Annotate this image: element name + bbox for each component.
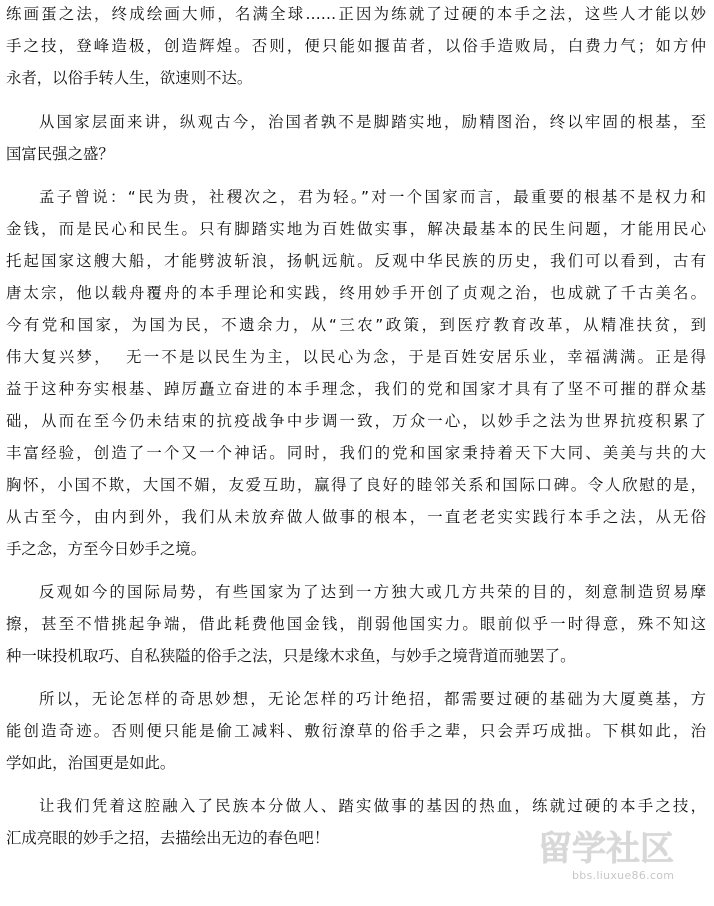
text-line: 金钱，而是民心和民生。只有脚踏实地为百姓做实事，解决最基本的民生问题，才能用民心 [6, 220, 706, 238]
site-watermark [534, 828, 704, 888]
watermark-logo-text: 留学社区 [538, 829, 674, 868]
text-line: 手之念，方至今日妙手之境。 [6, 540, 207, 558]
paragraph-first-line: 孟子曾说：“民为贵，社稷次之，君为轻。”对一个国家而言，最重要的根基不是权力和 [39, 188, 706, 206]
text-line: 伟大复兴梦， 无一不是以民生为主，以民心为念，于是百姓安居乐业，幸福满满。正是得 [6, 348, 706, 366]
text-line: 础，从而在至今仍未结束的抗疫战争中步调一致，万众一心，以妙手之法为世界抗疫积累了 [6, 412, 706, 430]
text-line: 益于这种夯实根基、踔厉矗立奋进的本手理念，我们的党和国家才具有了坚不可摧的群众基 [6, 380, 706, 398]
text-line: 胸怀，小国不欺，大国不媚，友爱互助，赢得了良好的睦邻关系和国际口碑。令人欣慰的是， [6, 476, 706, 494]
paragraph-first-line: 反观如今的国际局势，有些国家为了达到一方独大或几方共荣的目的，刻意制造贸易摩 [39, 583, 706, 601]
text-line: 种一味投机取巧、自私狭隘的俗手之法，只是缘木求鱼，与妙手之境背道而驰罢了。 [6, 647, 576, 665]
watermark-url: bbs.liuxue86.com [572, 869, 675, 882]
text-line: 手之技，登峰造极，创造辉煌。否则，便只能如揠苗者，以俗手造败局，白费力气；如方仲 [6, 37, 706, 55]
paragraph-first-line: 让我们凭着这腔融入了民族本分做人、踏实做事的基因的热血，练就过硬的本手之技， [39, 797, 706, 815]
text-line: 国富民强之盛？ [6, 145, 114, 163]
paragraph-first-line: 所以，无论怎样的奇思妙想，无论怎样的巧计绝招，都需要过硬的基础为大厦奠基，方 [39, 690, 706, 708]
text-line: 擦，甚至不惜挑起争端，借此耗费他国金钱，削弱他国实力。眼前似乎一时得意，殊不知这 [6, 615, 706, 633]
text-line: 永者，以俗手转人生，欲速则不达。 [6, 69, 253, 87]
text-line: 唐太宗，他以载舟覆舟的本手理论和实践，终用妙手开创了贞观之治，也成就了千古美名。 [6, 284, 706, 302]
watermark-logo [534, 828, 699, 868]
text-line: 汇成亮眼的妙手之招，去描绘出无边的春色吧！ [6, 829, 330, 847]
text-line: 能创造奇迹。否则便只能是偷工减料、敷衍潦草的俗手之辈，只会弄巧成拙。下棋如此，治 [6, 722, 706, 740]
text-line: 托起国家这艘大船，才能劈波斩浪，扬帆远航。反观中华民族的历史，我们可以看到，古有 [6, 252, 706, 270]
text-line: 练画蛋之法，终成绘画大师，名满全球……正因为练就了过硬的本手之法，这些人才能以妙 [6, 5, 706, 23]
text-line: 丰富经验，创造了一个又一个神话。同时，我们的党和国家秉持着天下大同、美美与共的大 [6, 444, 706, 462]
paragraph-first-line: 从国家层面来讲，纵观古今，治国者孰不是脚踏实地，励精图治，终以牢固的根基，至 [39, 113, 706, 131]
text-line: 今有党和国家，为国为民，不遗余力，从“三农”政策，到医疗教育改革，从精准扶贫，到 [6, 316, 706, 334]
text-line: 从古至今，由内到外，我们从未放弃做人做事的根本，一直老老实实践行本手之法，从无俗 [6, 508, 706, 526]
text-line: 学如此，治国更是如此。 [6, 754, 176, 772]
